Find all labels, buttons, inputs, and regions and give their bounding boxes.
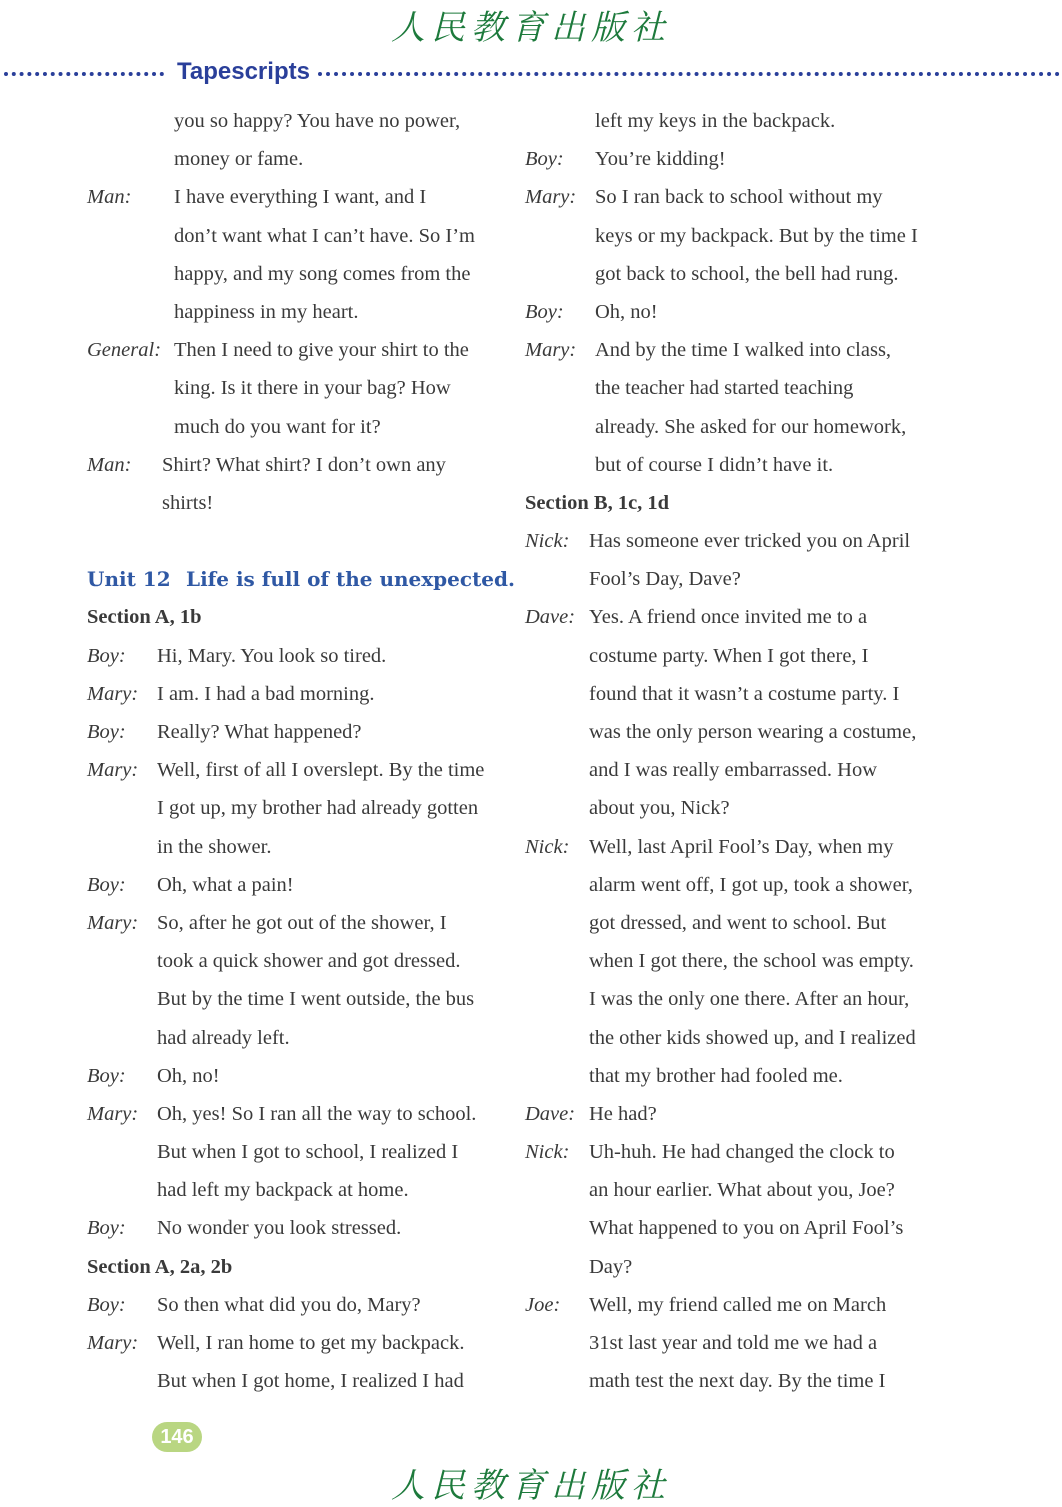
- speaker-name: Boy: [525, 300, 557, 323]
- dialogue-line: [87, 1133, 497, 1171]
- dialogue-text: Yes. A friend once invited me to a: [589, 606, 868, 629]
- dialogue-text: Shirt? What shirt? I don’t own any: [162, 453, 446, 476]
- dialogue-line: [525, 369, 935, 407]
- dialogue-line: [87, 1057, 497, 1095]
- dialogue-line: [87, 178, 497, 216]
- dialogue-text: king. Is it there in your bag? How: [174, 377, 451, 400]
- header-title: Tapescripts: [177, 58, 310, 85]
- dialogue-line: [525, 102, 935, 140]
- dialogue-line: [87, 1095, 497, 1133]
- dialogue-text: Fool’s Day, Dave?: [589, 568, 741, 591]
- dialogue-line: [525, 560, 935, 598]
- dialogue-text: happy, and my song comes from the: [174, 262, 471, 285]
- dialogue-text: alarm went off, I got up, took a shower,: [589, 873, 913, 896]
- dialogue-line: [87, 675, 497, 713]
- dialogue-line: [87, 828, 497, 866]
- dialogue-text: But by the time I went outside, the bus: [157, 988, 475, 1011]
- running-header: [0, 58, 1062, 90]
- dialogue-text: And by the time I walked into class,: [595, 339, 892, 362]
- speaker-label: Nick:: [525, 530, 570, 553]
- dialogue-line: [525, 1286, 935, 1324]
- dialogue-line: [525, 866, 935, 904]
- speaker-name: General: [87, 339, 155, 362]
- dialogue-text: Uh-huh. He had changed the clock to: [589, 1141, 895, 1164]
- speaker-name: Boy: [525, 148, 557, 171]
- dialogue-line: [87, 1019, 497, 1057]
- dialogue-line: [87, 751, 497, 789]
- dialogue-line: [87, 446, 497, 484]
- dialogue-text: got back to school, the bell had rung.: [595, 262, 899, 285]
- dialogue-text: You’re kidding!: [595, 148, 726, 171]
- dialogue-line: [525, 904, 935, 942]
- speaker-name: Nick: [525, 530, 563, 553]
- dialogue-line: [525, 255, 935, 293]
- speaker-label: Mary:: [87, 911, 139, 934]
- blank-line: [87, 522, 497, 560]
- dialogue-line: [87, 789, 497, 827]
- dialogue-line: [525, 1095, 935, 1133]
- dialogue-text: in the shower.: [157, 835, 272, 858]
- dialogue-text: 31st last year and told me we had a: [589, 1332, 878, 1354]
- dialogue-line: [87, 637, 497, 675]
- right-column: [525, 102, 935, 1400]
- dialogue-text: Then I need to give your shirt to the: [174, 339, 469, 362]
- unit-title: Life is full of the unexpected.: [186, 567, 515, 592]
- unit-number: Unit 12: [87, 567, 171, 592]
- speaker-label: Dave:: [525, 606, 576, 629]
- dialogue-line: [525, 598, 935, 636]
- dialogue-text: keys or my backpack. But by the time I: [595, 224, 918, 247]
- dialogue-line: [87, 1286, 497, 1324]
- dialogue-line: [87, 255, 497, 293]
- speaker-name: Nick: [525, 835, 563, 858]
- speaker-name: Mary: [87, 1102, 132, 1125]
- dialogue-line: [87, 1362, 497, 1400]
- dialogue-line: [525, 1019, 935, 1057]
- speaker-name: Boy: [87, 644, 119, 667]
- dialogue-line: [87, 1209, 497, 1247]
- speaker-name: Boy: [87, 721, 119, 743]
- dialogue-text: you so happy? You have no power,: [174, 110, 461, 132]
- speaker-label: Boy:: [87, 873, 126, 896]
- dialogue-text: the other kids showed up, and I realized: [589, 1026, 916, 1049]
- dialogue-text: costume party. When I got there, I: [589, 644, 869, 667]
- dialogue-text: Oh, what a pain!: [157, 873, 294, 896]
- speaker-label: Nick:: [525, 1141, 570, 1164]
- speaker-label: Mary:: [87, 682, 139, 705]
- dialogue-text: left my keys in the backpack.: [595, 110, 836, 132]
- publisher-logo-bottom: 人民教育出版社: [391, 1466, 671, 1506]
- dialogue-text: What happened to you on April Fool’s: [589, 1217, 904, 1240]
- dialogue-line: [87, 713, 497, 751]
- dialogue-text: that my brother had fooled me.: [589, 1064, 843, 1087]
- speaker-label: General:: [87, 339, 162, 362]
- left-column: [87, 102, 515, 1400]
- dialogue-text: Well, my friend called me on March: [589, 1293, 887, 1316]
- dialogue-line: [525, 140, 935, 178]
- dialogue-text: much do you want for it?: [174, 415, 381, 438]
- unit-heading: [87, 560, 515, 598]
- dialogue-line: [525, 1209, 935, 1247]
- speaker-label: Boy:: [525, 300, 564, 323]
- speaker-label: Boy:: [87, 721, 126, 743]
- header-dots-left: [4, 72, 164, 76]
- dialogue-text: Day?: [589, 1255, 633, 1278]
- speaker-label: Mary:: [87, 1332, 139, 1354]
- dialogue-text: Well, last April Fool’s Day, when my: [589, 835, 894, 858]
- section-heading: Section A, 2a, 2b: [87, 1255, 233, 1278]
- dialogue-text: So I ran back to school without my: [595, 186, 883, 209]
- speaker-label: Man:: [87, 186, 132, 209]
- dialogue-line: [525, 1171, 935, 1209]
- dialogue-line: [87, 980, 497, 1018]
- dialogue-text: I got up, my brother had already gotten: [157, 797, 479, 820]
- section-heading: Section A, 1b: [87, 606, 202, 629]
- dialogue-text: when I got there, the school was empty.: [589, 950, 914, 973]
- dialogue-text: Really? What happened?: [157, 721, 362, 743]
- speaker-label: Boy:: [87, 644, 126, 667]
- dialogue-text: already. She asked for our homework,: [595, 415, 907, 438]
- dialogue-text: math test the next day. By the time I: [589, 1370, 886, 1393]
- speaker-name: Boy: [87, 1293, 119, 1316]
- dialogue-text: So, after he got out of the shower, I: [157, 911, 447, 934]
- dialogue-text: Well, I ran home to get my backpack.: [157, 1332, 465, 1354]
- dialogue-text: but of course I didn’t have it.: [595, 453, 834, 476]
- dialogue-text: happiness in my heart.: [174, 300, 359, 323]
- page-number-badge: 146: [152, 1422, 202, 1452]
- dialogue-line: [87, 942, 497, 980]
- dialogue-text: Oh, no!: [595, 300, 658, 323]
- dialogue-text: an hour earlier. What about you, Joe?: [589, 1179, 895, 1202]
- speaker-label: Boy:: [87, 1293, 126, 1316]
- speaker-name: Mary: [87, 759, 132, 782]
- dialogue-line: [87, 331, 497, 369]
- dialogue-line: [525, 1248, 935, 1286]
- dialogue-text: had already left.: [157, 1026, 290, 1049]
- dialogue-line: [525, 178, 935, 216]
- dialogue-text: had left my backpack at home.: [157, 1179, 409, 1202]
- dialogue-line: [525, 1057, 935, 1095]
- speaker-label: Mary:: [87, 1102, 139, 1125]
- dialogue-text: But when I got home, I realized I had: [157, 1370, 464, 1393]
- dialogue-text: don’t want what I can’t have. So I’m: [174, 224, 475, 247]
- speaker-name: Dave: [525, 606, 569, 629]
- dialogue-text: No wonder you look stressed.: [157, 1217, 402, 1240]
- speaker-name: Mary: [87, 1332, 132, 1354]
- speaker-label: Nick:: [525, 835, 570, 858]
- speaker-name: Mary: [87, 911, 132, 934]
- speaker-name: Man: [87, 186, 125, 209]
- dialogue-text: about you, Nick?: [589, 797, 730, 820]
- dialogue-line: [525, 637, 935, 675]
- dialogue-text: I have everything I want, and I: [174, 186, 427, 209]
- dialogue-text: the teacher had started teaching: [595, 377, 854, 400]
- dialogue-line: [87, 484, 497, 522]
- dialogue-text: He had?: [589, 1102, 657, 1125]
- speaker-name: Boy: [87, 873, 119, 896]
- speaker-name: Boy: [87, 1217, 119, 1240]
- dialogue-line: [525, 293, 935, 331]
- dialogue-line: [87, 369, 497, 407]
- speaker-label: Boy:: [87, 1217, 126, 1240]
- dialogue-line: [525, 446, 935, 484]
- dialogue-text: took a quick shower and got dressed.: [157, 950, 461, 973]
- speaker-label: Joe:: [525, 1293, 561, 1316]
- speaker-label: Mary:: [87, 759, 139, 782]
- speaker-label: Boy:: [87, 1064, 126, 1087]
- dialogue-text: Well, first of all I overslept. By the time: [157, 759, 485, 782]
- section-heading: Section B, 1c, 1d: [525, 491, 670, 514]
- dialogue-line: [525, 789, 935, 827]
- dialogue-line: [525, 980, 935, 1018]
- dialogue-text: got dressed, and went to school. But: [589, 911, 887, 934]
- speaker-label: Dave:: [525, 1102, 576, 1125]
- dialogue-line: [87, 217, 497, 255]
- speaker-name: Man: [87, 453, 125, 476]
- dialogue-text: Hi, Mary. You look so tired.: [157, 644, 387, 667]
- dialogue-text: But when I got to school, I realized I: [157, 1141, 459, 1164]
- speaker-label: Boy:: [525, 148, 564, 171]
- speaker-name: Joe: [525, 1293, 554, 1316]
- dialogue-line: [525, 713, 935, 751]
- dialogue-line: [525, 828, 935, 866]
- dialogue-text: I am. I had a bad morning.: [157, 682, 375, 705]
- dialogue-line: [87, 1171, 497, 1209]
- dialogue-line: [525, 1133, 935, 1171]
- dialogue-line: [87, 408, 497, 446]
- publisher-logo-top: 人民教育出版社: [391, 8, 671, 48]
- dialogue-line: [87, 1324, 497, 1362]
- speaker-name: Boy: [87, 1064, 119, 1087]
- speaker-name: Mary: [525, 339, 570, 362]
- dialogue-text: was the only person wearing a costume,: [589, 721, 917, 743]
- speaker-name: Dave: [525, 1102, 569, 1125]
- dialogue-text: I was the only one there. After an hour,: [589, 988, 910, 1011]
- dialogue-line: [87, 102, 497, 140]
- dialogue-text: money or fame.: [174, 148, 304, 171]
- dialogue-text: shirts!: [162, 491, 214, 514]
- dialogue-text: Oh, no!: [157, 1064, 220, 1087]
- dialogue-line: [525, 331, 935, 369]
- speaker-name: Mary: [87, 682, 132, 705]
- dialogue-text: Oh, yes! So I ran all the way to school.: [157, 1102, 477, 1125]
- dialogue-line: [525, 751, 935, 789]
- dialogue-text: So then what did you do, Mary?: [157, 1293, 421, 1316]
- dialogue-line: [525, 522, 935, 560]
- dialogue-text: found that it wasn’t a costume party. I: [589, 682, 900, 705]
- speaker-name: Nick: [525, 1141, 563, 1164]
- speaker-label: Mary:: [525, 339, 577, 362]
- dialogue-text: and I was really embarrassed. How: [589, 759, 878, 782]
- header-dots-right: [318, 72, 1060, 76]
- speaker-name: Mary: [525, 186, 570, 209]
- dialogue-line: [525, 217, 935, 255]
- speaker-label: Man:: [87, 453, 132, 476]
- dialogue-line: [525, 942, 935, 980]
- dialogue-line: [525, 1362, 935, 1400]
- dialogue-line: [87, 866, 497, 904]
- dialogue-line: [525, 1324, 935, 1362]
- dialogue-text: Has someone ever tricked you on April: [589, 530, 911, 553]
- dialogue-line: [87, 904, 497, 942]
- dialogue-line: [525, 675, 935, 713]
- dialogue-line: [525, 408, 935, 446]
- dialogue-line: [87, 140, 497, 178]
- dialogue-line: [87, 293, 497, 331]
- speaker-label: Mary:: [525, 186, 577, 209]
